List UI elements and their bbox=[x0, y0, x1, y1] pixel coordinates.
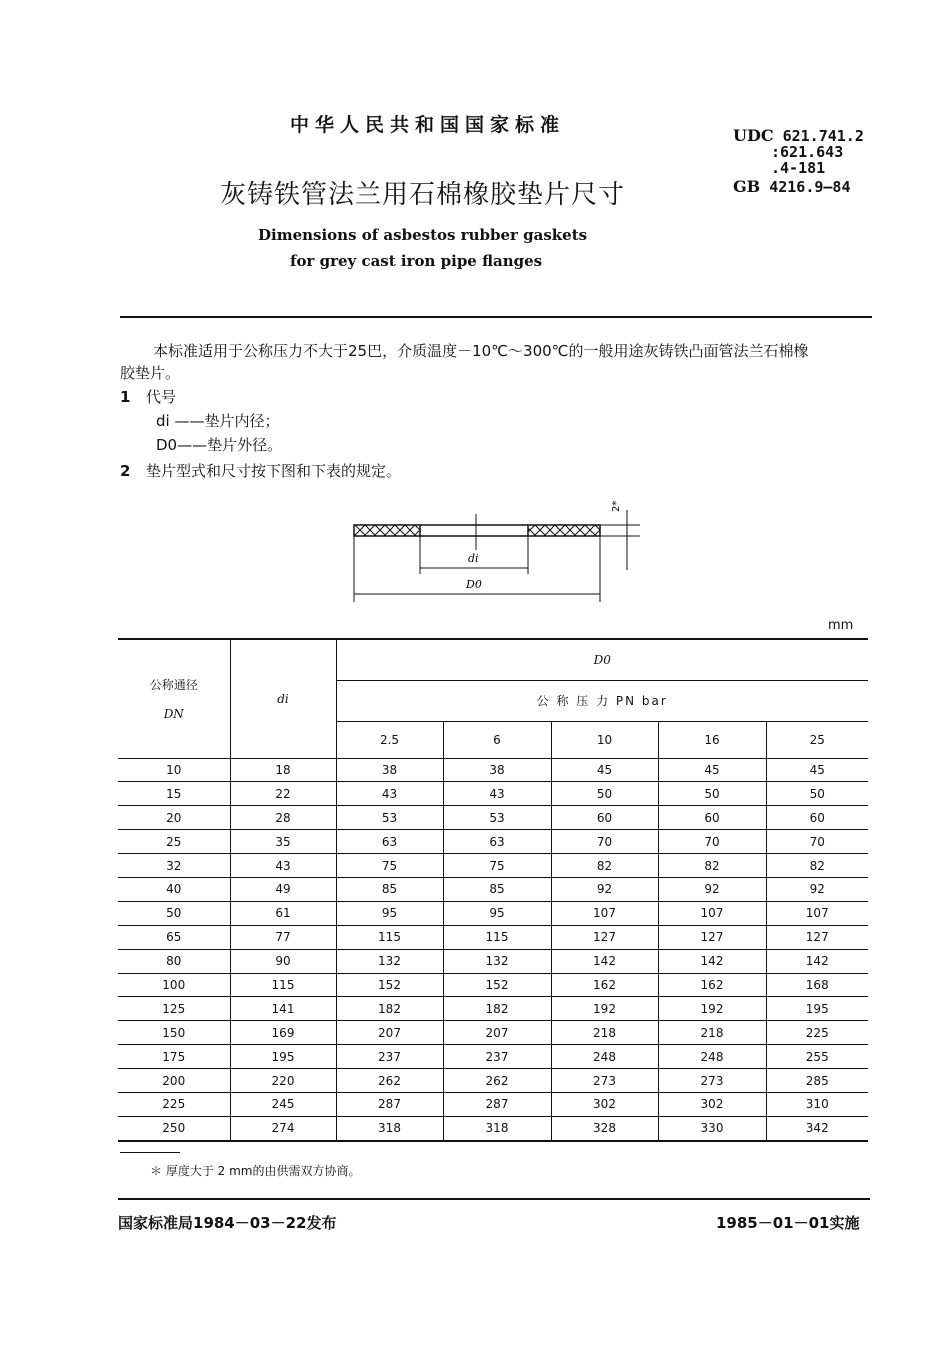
cell-di: 43 bbox=[230, 854, 336, 878]
cell-d0: 38 bbox=[336, 758, 443, 782]
cell-d0: 75 bbox=[336, 854, 443, 878]
thickness-label: 2* bbox=[611, 500, 622, 512]
cell-d0: 342 bbox=[766, 1116, 868, 1140]
cell-d0: 192 bbox=[551, 997, 658, 1021]
cell-d0: 273 bbox=[658, 1069, 766, 1093]
cell-dn: 25 bbox=[118, 830, 230, 854]
cell-d0: 63 bbox=[443, 830, 551, 854]
cell-di: 141 bbox=[230, 997, 336, 1021]
cell-d0: 107 bbox=[551, 901, 658, 925]
udc-label: UDC bbox=[733, 126, 774, 145]
gb-number: 4216.9—84 bbox=[769, 178, 851, 196]
cell-dn: 40 bbox=[118, 877, 230, 901]
cell-d0: 207 bbox=[443, 1021, 551, 1045]
cell-d0: 50 bbox=[658, 782, 766, 806]
table-row bbox=[118, 901, 868, 925]
intro-line1: 本标准适用于公称压力不大于25巴，介质温度－10℃～300℃的一般用途灰铸铁凸面管法兰石棉橡 bbox=[153, 342, 809, 360]
cell-di: 195 bbox=[230, 1045, 336, 1069]
table-row bbox=[118, 1069, 868, 1093]
table-row bbox=[118, 997, 868, 1021]
footer-rule bbox=[118, 1198, 870, 1200]
cell-d0: 152 bbox=[443, 973, 551, 997]
cell-d0: 45 bbox=[658, 758, 766, 782]
cell-d0: 60 bbox=[658, 806, 766, 830]
header-di: di bbox=[230, 639, 336, 758]
cell-d0: 287 bbox=[443, 1092, 551, 1116]
cell-d0: 225 bbox=[766, 1021, 868, 1045]
cell-d0: 142 bbox=[551, 949, 658, 973]
cell-d0: 75 bbox=[443, 854, 551, 878]
cell-d0: 273 bbox=[551, 1069, 658, 1093]
cell-d0: 182 bbox=[336, 997, 443, 1021]
cell-d0: 207 bbox=[336, 1021, 443, 1045]
cell-d0: 127 bbox=[658, 925, 766, 949]
title-english-line2: for grey cast iron pipe flanges bbox=[290, 252, 543, 270]
cell-d0: 95 bbox=[443, 901, 551, 925]
table-row bbox=[118, 854, 868, 878]
cell-d0: 168 bbox=[766, 973, 868, 997]
cell-di: 28 bbox=[230, 806, 336, 830]
cell-dn: 80 bbox=[118, 949, 230, 973]
cell-d0: 82 bbox=[766, 854, 868, 878]
cell-d0: 63 bbox=[336, 830, 443, 854]
section2-number: 2 bbox=[120, 462, 131, 480]
cell-d0: 262 bbox=[336, 1069, 443, 1093]
definition-di: di ——垫片内径； bbox=[156, 412, 280, 430]
cell-dn: 32 bbox=[118, 854, 230, 878]
cell-d0: 127 bbox=[766, 925, 868, 949]
cell-d0: 82 bbox=[551, 854, 658, 878]
table-row bbox=[118, 925, 868, 949]
cell-d0: 237 bbox=[443, 1045, 551, 1069]
cell-d0: 85 bbox=[443, 877, 551, 901]
cell-d0: 182 bbox=[443, 997, 551, 1021]
udc-line1: 621.741.2 bbox=[782, 127, 864, 145]
cell-d0: 255 bbox=[766, 1045, 868, 1069]
cell-di: 49 bbox=[230, 877, 336, 901]
cell-d0: 248 bbox=[658, 1045, 766, 1069]
cell-d0: 45 bbox=[551, 758, 658, 782]
cell-d0: 53 bbox=[336, 806, 443, 830]
cell-dn: 175 bbox=[118, 1045, 230, 1069]
cell-d0: 82 bbox=[658, 854, 766, 878]
cell-d0: 237 bbox=[336, 1045, 443, 1069]
cell-d0: 287 bbox=[336, 1092, 443, 1116]
cell-d0: 107 bbox=[658, 901, 766, 925]
cell-d0: 70 bbox=[658, 830, 766, 854]
cell-dn: 200 bbox=[118, 1069, 230, 1093]
header-rule bbox=[120, 316, 872, 318]
cell-d0: 38 bbox=[443, 758, 551, 782]
footnote: ＊ 厚度大于 2 mm的由供需双方协商。 bbox=[150, 1164, 361, 1178]
table-row bbox=[118, 949, 868, 973]
cell-di: 274 bbox=[230, 1116, 336, 1140]
cell-d0: 53 bbox=[443, 806, 551, 830]
section2-title: 垫片型式和尺寸按下图和下表的规定。 bbox=[146, 462, 402, 480]
gasket-dimensions-table bbox=[118, 638, 868, 1142]
udc-block bbox=[733, 128, 864, 195]
cell-d0: 60 bbox=[766, 806, 868, 830]
unit-label: mm bbox=[828, 618, 854, 633]
cell-dn: 20 bbox=[118, 806, 230, 830]
table-row bbox=[118, 1021, 868, 1045]
di-label: di bbox=[468, 552, 479, 565]
section1-number: 1 bbox=[120, 388, 131, 406]
gasket-diagram bbox=[340, 490, 650, 610]
cell-dn: 250 bbox=[118, 1116, 230, 1140]
section1-heading bbox=[120, 386, 176, 407]
cell-d0: 302 bbox=[551, 1092, 658, 1116]
cell-dn: 225 bbox=[118, 1092, 230, 1116]
cell-di: 18 bbox=[230, 758, 336, 782]
cell-d0: 60 bbox=[551, 806, 658, 830]
cell-di: 220 bbox=[230, 1069, 336, 1093]
section2-heading bbox=[120, 460, 401, 481]
cell-d0: 92 bbox=[766, 877, 868, 901]
cell-d0: 162 bbox=[551, 973, 658, 997]
intro-line2: 胶垫片。 bbox=[120, 364, 181, 382]
cell-d0: 132 bbox=[443, 949, 551, 973]
header-dn bbox=[118, 639, 230, 758]
header-dn-label: 公称通径 bbox=[149, 678, 198, 693]
table-row bbox=[118, 877, 868, 901]
cell-d0: 285 bbox=[766, 1069, 868, 1093]
cell-dn: 65 bbox=[118, 925, 230, 949]
section1-title: 代号 bbox=[146, 388, 177, 406]
table-row bbox=[118, 782, 868, 806]
cell-d0: 85 bbox=[336, 877, 443, 901]
cell-di: 169 bbox=[230, 1021, 336, 1045]
title-chinese: 灰铸铁管法兰用石棉橡胶垫片尺寸 bbox=[220, 180, 626, 210]
cell-d0: 92 bbox=[658, 877, 766, 901]
cell-d0: 50 bbox=[766, 782, 868, 806]
cell-dn: 125 bbox=[118, 997, 230, 1021]
udc-line2: :621.643 bbox=[771, 143, 844, 161]
cell-d0: 302 bbox=[658, 1092, 766, 1116]
cell-d0: 70 bbox=[551, 830, 658, 854]
gasket-section-right bbox=[528, 525, 600, 536]
cell-d0: 218 bbox=[551, 1021, 658, 1045]
cell-d0: 328 bbox=[551, 1116, 658, 1140]
cell-d0: 127 bbox=[551, 925, 658, 949]
cell-d0: 318 bbox=[443, 1116, 551, 1140]
cell-d0: 107 bbox=[766, 901, 868, 925]
cell-d0: 310 bbox=[766, 1092, 868, 1116]
gasket-section-left bbox=[354, 525, 420, 536]
header-dn-symbol: DN bbox=[163, 707, 184, 722]
cell-dn: 10 bbox=[118, 758, 230, 782]
cell-d0: 45 bbox=[766, 758, 868, 782]
table-row bbox=[118, 1092, 868, 1116]
cell-d0: 142 bbox=[766, 949, 868, 973]
cell-d0: 192 bbox=[658, 997, 766, 1021]
cell-di: 35 bbox=[230, 830, 336, 854]
cell-dn: 15 bbox=[118, 782, 230, 806]
table-row bbox=[118, 830, 868, 854]
cell-di: 22 bbox=[230, 782, 336, 806]
table-row bbox=[118, 1116, 868, 1140]
cell-di: 115 bbox=[230, 973, 336, 997]
cell-di: 77 bbox=[230, 925, 336, 949]
cell-d0: 152 bbox=[336, 973, 443, 997]
header-pressure-value: 16 bbox=[658, 721, 766, 758]
implementation-date: 1985－01－01实施 bbox=[716, 1214, 860, 1232]
cell-di: 245 bbox=[230, 1092, 336, 1116]
table-row bbox=[118, 973, 868, 997]
definition-d0: D0——垫片外径。 bbox=[156, 436, 283, 454]
cell-d0: 318 bbox=[336, 1116, 443, 1140]
udc-line3: .4-181 bbox=[771, 159, 826, 177]
table-row bbox=[118, 758, 868, 782]
cell-d0: 142 bbox=[658, 949, 766, 973]
cell-di: 90 bbox=[230, 949, 336, 973]
header-pressure-value: 6 bbox=[443, 721, 551, 758]
gb-label: GB bbox=[733, 177, 761, 196]
cell-d0: 195 bbox=[766, 997, 868, 1021]
cell-dn: 150 bbox=[118, 1021, 230, 1045]
header-d0: D0 bbox=[336, 639, 868, 680]
cell-d0: 218 bbox=[658, 1021, 766, 1045]
cell-d0: 43 bbox=[443, 782, 551, 806]
cell-d0: 330 bbox=[658, 1116, 766, 1140]
table-row bbox=[118, 1045, 868, 1069]
header-pressure: 公 称 压 力 PN bar bbox=[336, 680, 868, 721]
issue-date: 国家标准局1984－03－22发布 bbox=[118, 1214, 337, 1232]
cell-d0: 92 bbox=[551, 877, 658, 901]
footnote-rule bbox=[120, 1152, 180, 1153]
cell-d0: 132 bbox=[336, 949, 443, 973]
cell-d0: 115 bbox=[336, 925, 443, 949]
cell-d0: 262 bbox=[443, 1069, 551, 1093]
standard-organization: 中华人民共和国国家标准 bbox=[290, 114, 566, 136]
cell-d0: 43 bbox=[336, 782, 443, 806]
header-pressure-value: 25 bbox=[766, 721, 868, 758]
table-row bbox=[118, 806, 868, 830]
header-pressure-value: 10 bbox=[551, 721, 658, 758]
cell-dn: 50 bbox=[118, 901, 230, 925]
cell-d0: 50 bbox=[551, 782, 658, 806]
cell-d0: 95 bbox=[336, 901, 443, 925]
cell-d0: 162 bbox=[658, 973, 766, 997]
header-pressure-value: 2.5 bbox=[336, 721, 443, 758]
title-english-line1: Dimensions of asbestos rubber gaskets bbox=[258, 226, 588, 244]
d0-label: D0 bbox=[466, 578, 482, 591]
cell-d0: 115 bbox=[443, 925, 551, 949]
cell-dn: 100 bbox=[118, 973, 230, 997]
cell-di: 61 bbox=[230, 901, 336, 925]
cell-d0: 248 bbox=[551, 1045, 658, 1069]
cell-d0: 70 bbox=[766, 830, 868, 854]
